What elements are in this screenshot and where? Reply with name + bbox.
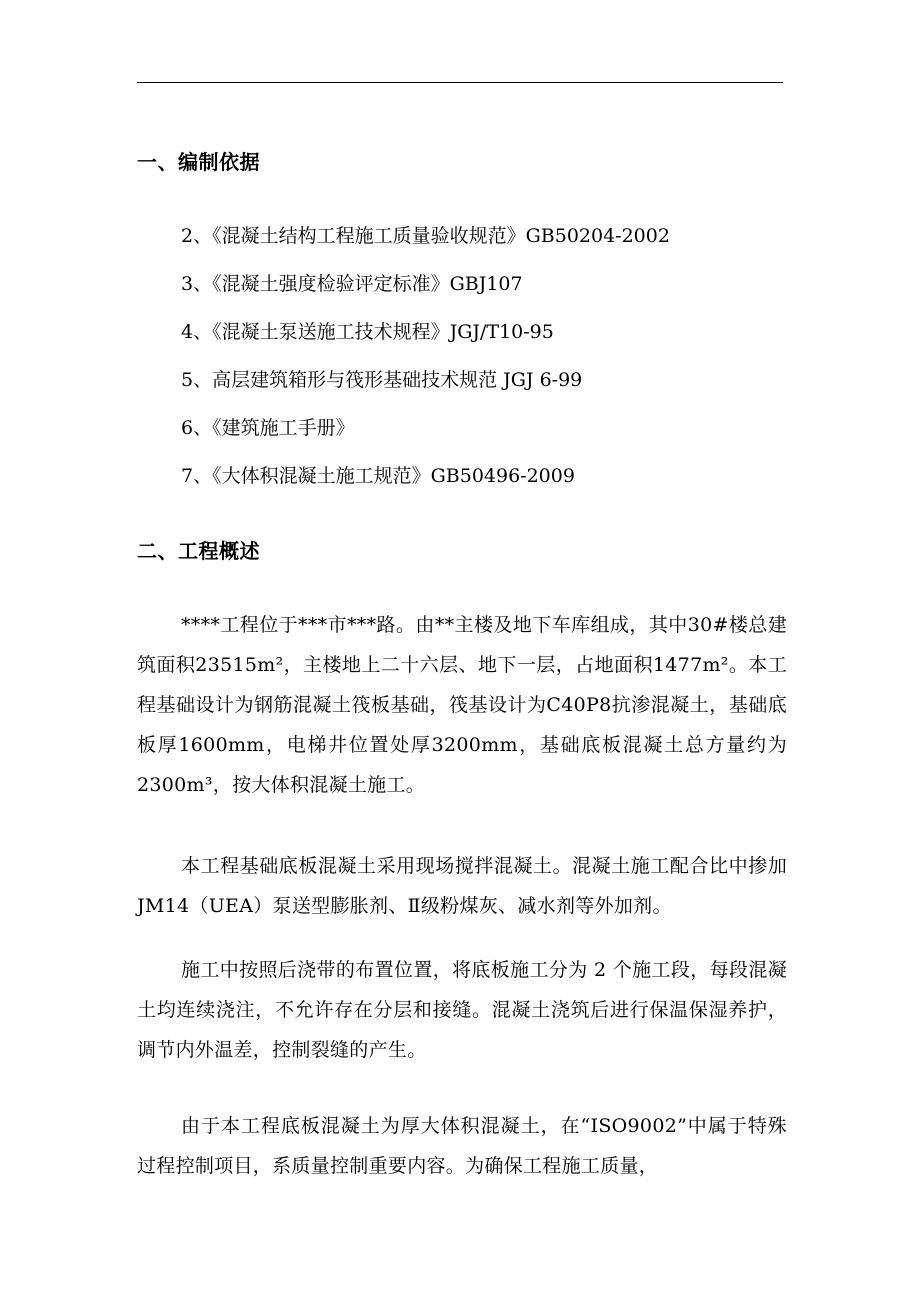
- reference-item: 7、《大体积混凝土施工规范》GB50496-2009: [181, 465, 575, 487]
- section-heading-basis: 一、编制依据: [137, 150, 260, 174]
- paragraph-text: 由于本工程底板混凝土为厚大体积混凝土，在“ISO9002”中属于特殊过程控制项目，系质量控制重要内容。为确保工程施工质量，: [137, 1115, 787, 1177]
- overview-paragraph-3: [137, 950, 787, 1070]
- reference-item: 3、《混凝土强度检验评定标准》GBJ107: [181, 273, 523, 295]
- reference-list: [181, 224, 670, 512]
- reference-item: 5、高层建筑箱形与筏形基础技术规范 JGJ 6-99: [181, 369, 583, 391]
- overview-paragraph-1: [137, 605, 787, 805]
- paragraph-text: 施工中按照后浇带的布置位置，将底板施工分为 2 个施工段，每段混凝土均连续浇注，不允许存在分层和接缝。混凝土浇筑后进行保温保湿养护，调节内外温差，控制裂缝的产生。: [137, 959, 787, 1061]
- reference-item: 2、《混凝土结构工程施工质量验收规范》GB50204-2002: [181, 225, 670, 247]
- paragraph-text: 本工程基础底板混凝土采用现场搅拌混凝土。混凝土施工配合比中掺加 JM14（UEA）泵送型膨胀剂、Ⅱ级粉煤灰、减水剂等外加剂。: [137, 855, 787, 917]
- section-heading-overview: 二、工程概述: [137, 539, 260, 563]
- reference-item: 6、《建筑施工手册》: [181, 417, 355, 439]
- header-rule: [137, 82, 783, 83]
- reference-item: 4、《混凝土泵送施工技术规程》JGJ/T10-95: [181, 321, 554, 343]
- overview-paragraph-2: [137, 846, 787, 926]
- overview-paragraph-4: [137, 1106, 787, 1186]
- paragraph-text: ****工程位于***市***路。由**主楼及地下车库组成，其中30#楼总建筑面积23515m²，主楼地上二十六层、地下一层，占地面积1477m²。本工程基础设计为钢筋混凝土筏板基础，筏基设计为C40P8抗渗混凝土，基础底板厚1600mm，电梯井位置处厚3200mm，基础底板混凝土总方量约为2300m³，按大体积混凝土施工。: [137, 614, 787, 796]
